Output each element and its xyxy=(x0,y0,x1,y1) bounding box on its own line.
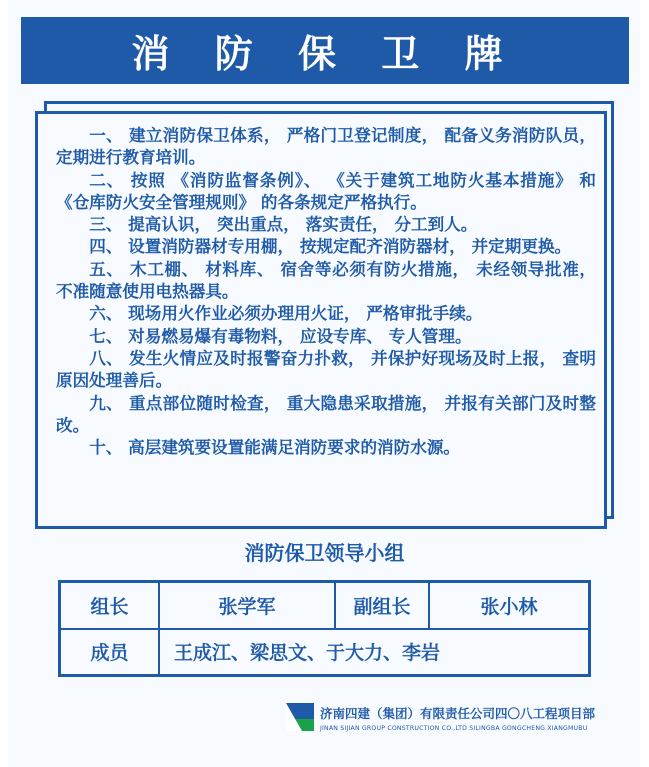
rule-item: 四、 设置消防器材专用棚， 按规定配齐消防器材， 并定期更换。 xyxy=(89,236,572,257)
team-table xyxy=(58,580,591,677)
rules-panel xyxy=(35,111,607,529)
sign-title: 消 防 保 卫 牌 xyxy=(21,17,629,84)
rules-list xyxy=(56,124,596,458)
company-name-cn: 济南四建（集团）有限责任公司四〇八工程项目部 xyxy=(320,706,596,721)
rule-item: 九、 重点部位随时检查， 重大隐患采取措施， 并报有关部门及时整改。 xyxy=(56,392,596,435)
table-row xyxy=(60,629,590,676)
rule-item: 十、 高层建筑要设置能满足消防要求的消防水源。 xyxy=(89,437,461,458)
deputy-label: 副组长 xyxy=(335,582,429,629)
company-logo-icon xyxy=(286,703,314,731)
leader-label: 组长 xyxy=(60,582,160,629)
rule-item: 一、 建立消防保卫体系， 严格门卫登记制度， 配备义务消防队员， 定期进行教育培训。 xyxy=(56,125,596,168)
members-label: 成员 xyxy=(60,629,160,676)
members-names: 王成江、梁思文、于大力、李岩 xyxy=(159,629,590,676)
company-name-en: JINAN SIJIAN GROUP CONSTRUCTION CO.,LTD SILINGBA GONGCHENG XIANGMUBU xyxy=(320,725,588,732)
group-title: 消防保卫领导小组 xyxy=(244,541,405,565)
leader-name: 张学军 xyxy=(159,582,335,629)
company-info xyxy=(320,704,595,732)
rule-item: 三、 提高认识， 突出重点， 落实责任， 分工到人。 xyxy=(89,214,478,235)
rule-item: 八、 发生火情应及时报警奋力扑救， 并保护好现场及时上报， 查明原因处理善后。 xyxy=(56,347,596,391)
rule-item: 七、 对易燃易爆有毒物料， 应设专库、 专人管理。 xyxy=(89,325,472,346)
rule-item: 六、 现场用火作业必须办理用火证， 严格审批手续。 xyxy=(89,303,483,324)
rule-item: 五、 木工棚、 材料库、 宿舍等必须有防火措施， 未经领导批准， 不准随意使用电热器具。 xyxy=(56,258,596,302)
deputy-name: 张小林 xyxy=(429,582,590,629)
table-row xyxy=(60,582,590,629)
rule-item: 二、 按照 《消防监督条例》、 《关于建筑工地防火基本措施》 和 《仓库防火安全管理规则》 的各条规定严格执行。 xyxy=(56,169,596,212)
logo-white-wedge xyxy=(286,703,302,731)
